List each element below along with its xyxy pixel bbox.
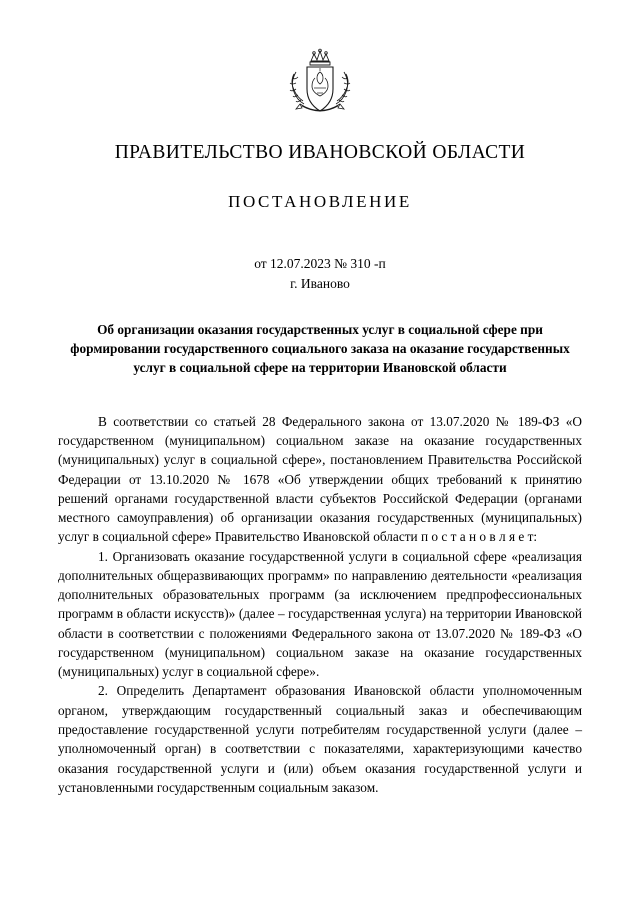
body-paragraph-1: В соответствии со статьей 28 Федерального закона от 13.07.2020 № 189-ФЗ «О государственном (муниципальном) социальном заказе на оказание государственных (муниципальных) услуг в социальной сфере», постановлением Правительства Российской Федерации от 13.10.2020 № 1678 «Об утверждении общих требований к принятию решений органами государственной власти субъектов Российской Федерации (органами местного самоуправления) об организации оказания государственных (муниципальных) услуг в социальной сфере» Правительство Ивановской области п о с т а н о в л я е т: xyxy=(58,413,582,545)
document-date-number: от 12.07.2023 № 310 -п xyxy=(254,256,386,271)
body-paragraph-2: 1. Организовать оказание государственной услуги в социальной сфере «реализация дополнительных общеразвивающих программ» по направлению деятельности «реализация дополнительных образовательных программ (за исключением предпрофессиональных программ в области искусств)» (далее – государственная услуга) на территории Ивановской области в соответствии с положениями Федерального закона от 13.07.2020 № 189-ФЗ «О государственном (муниципальном) социальном заказе на оказание государственных (муниципальных) услуг в социальной сфере». xyxy=(58,548,582,680)
page-title: ПРАВИТЕЛЬСТВО ИВАНОВСКОЙ ОБЛАСТИ xyxy=(114,142,526,163)
emblem-container xyxy=(58,0,582,120)
document-meta xyxy=(58,254,582,293)
document-body xyxy=(58,412,582,797)
document-type: ПОСТАНОВЛЕНИЕ xyxy=(228,192,412,211)
body-paragraph-3: 2. Определить Департамент образования Ивановской области уполномоченным органом, утверждающим государственный социальный заказ и обеспечивающим предоставление государственной услуги потребителям государственной услуги (далее – уполномоченный орган) в соответствии с показателями, характеризующими качество оказания государственной услуги и (или) объем оказания государственной услуги и установленными государственным социальным заказом. xyxy=(58,683,582,795)
coat-of-arms-icon xyxy=(284,44,356,120)
document-heading: Об организации оказания государственных услуг в социальной сфере при формировании государственного социального заказа на оказание государственных услуг в социальной сфере на территории Ивановской области xyxy=(70,322,570,375)
document-city: г. Иваново xyxy=(290,275,350,291)
